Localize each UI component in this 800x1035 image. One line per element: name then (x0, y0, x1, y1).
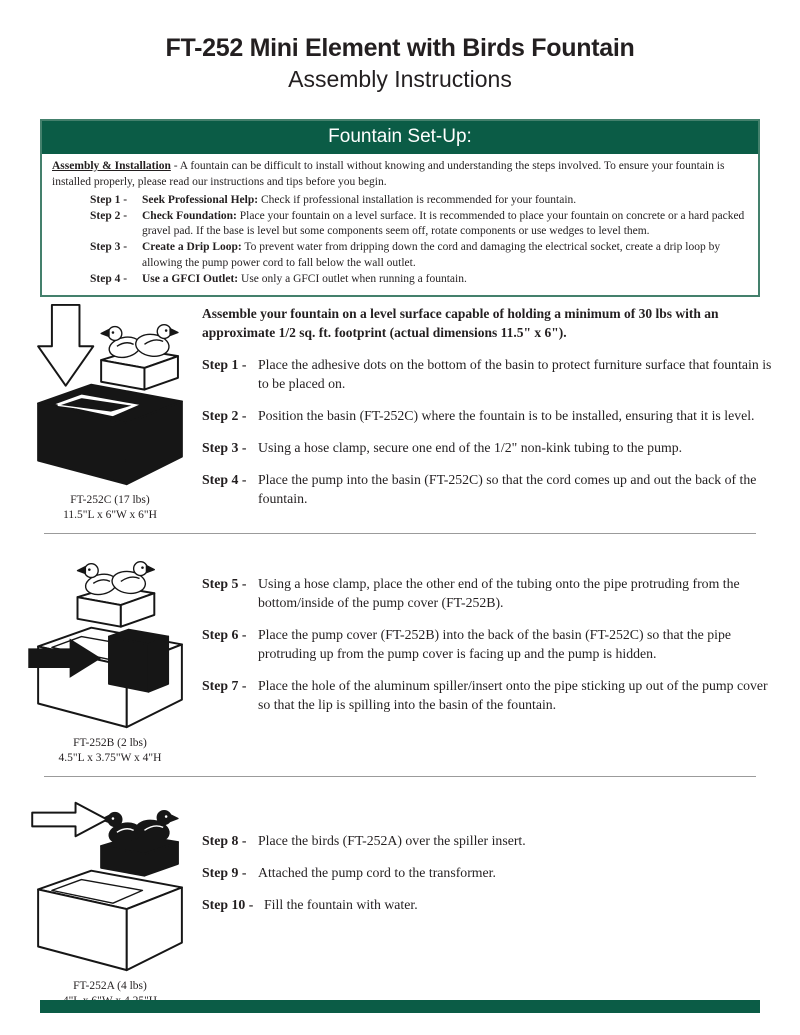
assembly-step-2 (202, 406, 772, 425)
fountain-setup-box (40, 119, 760, 297)
assembly-step-4 (202, 470, 772, 508)
setup-box-header: Fountain Set-Up: (42, 121, 758, 154)
page-title: FT-252 Mini Element with Birds Fountain (165, 34, 635, 62)
assembly-section-pump-cover (24, 544, 790, 766)
step-text: Position the basin (FT-252C) where the fountain is to be installed, ensuring that it is level. (258, 407, 755, 423)
ft-252b-illustration (26, 544, 194, 736)
ft-252b-figure (24, 544, 196, 766)
setup-step-title: Seek Professional Help: (142, 193, 259, 206)
setup-step-1 (90, 193, 748, 209)
setup-intro-text: - A fountain can be difficult to install without knowing and understanding the steps involved. To ensure your fountain is installed properly, please read our instructions and tips before you begin. (52, 160, 725, 188)
step-label: Step 4 - (202, 471, 247, 487)
assembly-step-9 (202, 863, 772, 882)
section-divider (44, 776, 756, 777)
assembly-step-7 (202, 676, 772, 714)
setup-step-title: Use a GFCI Outlet: (142, 273, 239, 286)
step-label: Step 3 - (202, 439, 247, 455)
setup-step-label: Step 4 - (90, 273, 128, 286)
setup-step-2 (90, 209, 748, 241)
pump-cover-drawing (109, 629, 168, 691)
step-text: Using a hose clamp, place the other end of the tubing onto the pipe protruding from the bottom/inside of the pump cover (FT-252B). (258, 575, 740, 610)
step-label: Step 7 - (202, 677, 247, 693)
step-label: Step 5 - (202, 575, 247, 591)
page-subtitle: Assembly Instructions (288, 66, 512, 92)
setup-steps-list (90, 193, 748, 288)
assembly-installation-label: Assembly & Installation (52, 160, 171, 172)
figure-caption (24, 736, 196, 766)
ft-252a-illustration (26, 787, 194, 979)
steps-column (196, 787, 790, 1009)
figure-caption-model: FT-252A (4 lbs) (73, 979, 147, 992)
section-intro: Assemble your fountain on a level surface capable of holding a minimum of 30 lbs with an approximate 1/2 sq. ft. footprint (actual dimensions 11.5" x 6"). (202, 305, 719, 340)
step-text: Place the adhesive dots on the bottom of the basin to protect furniture surface that fountain is to be placed on. (258, 356, 772, 391)
footer-bar (40, 1000, 760, 1013)
assembly-step-10 (202, 895, 772, 914)
setup-step-text: Place your fountain on a level surface. It is recommended to place your fountain on concrete or a hard packed gravel pad. If the base is level but some components seem off, rotate components or use wedges to level them. (142, 209, 745, 238)
setup-step-3 (90, 240, 748, 272)
step-label: Step 1 - (202, 356, 247, 372)
step-label: Step 10 - (202, 896, 254, 912)
assembly-section-basin (24, 301, 790, 523)
basin-drawing (38, 385, 182, 484)
figure-caption (24, 493, 196, 523)
ft-252a-figure (24, 787, 196, 1009)
figure-column (24, 301, 196, 523)
setup-step-label: Step 1 - (90, 193, 128, 206)
step-text: Place the birds (FT-252A) over the spiller insert. (258, 832, 526, 848)
step-text: Place the pump into the basin (FT-252C) so that the cord comes up and out the back of the fountain. (258, 471, 757, 506)
assembly-step-8 (202, 831, 772, 850)
section-divider (44, 533, 756, 534)
setup-step-label: Step 3 - (90, 241, 128, 254)
setup-intro (52, 159, 748, 191)
setup-step-title: Check Foundation: (142, 209, 237, 222)
assembly-step-5 (202, 574, 772, 612)
step-label: Step 9 - (202, 864, 247, 880)
ft-252c-illustration (26, 301, 194, 493)
figure-caption-dimensions: 11.5"L x 6"W x 6"H (63, 508, 157, 521)
figure-column (24, 544, 196, 766)
basin-drawing (38, 870, 182, 969)
step-text: Attached the pump cord to the transformer. (258, 864, 496, 880)
steps-column (196, 301, 790, 523)
assembly-step-1 (202, 355, 772, 393)
steps-column (196, 544, 790, 766)
assembly-section-birds (24, 787, 790, 1009)
figure-caption-dimensions: 4.5"L x 3.75"W x 4"H (58, 751, 162, 764)
step-text: Using a hose clamp, secure one end of the 1/2" non-kink tubing to the pump. (258, 439, 683, 455)
step-text: Place the hole of the aluminum spiller/insert onto the pipe sticking up out of the pump cover so that the lip is spilling into the basin of the fountain. (258, 677, 768, 712)
ft-252c-figure (24, 301, 196, 523)
step-label: Step 6 - (202, 626, 247, 642)
setup-step-label: Step 2 - (90, 209, 128, 222)
step-text: Place the pump cover (FT-252B) into the back of the basin (FT-252C) so that the pipe protruding up from the pump cover is facing up and the pump is hidden. (258, 626, 731, 661)
setup-step-text: Check if professional installation is recommended for your fountain. (258, 193, 577, 206)
setup-step-text: To prevent water from dripping down the cord and damaging the electrical socket, create a drip loop by allowing the pump power cord to fall below the wall outlet. (142, 241, 721, 270)
right-arrow-icon (32, 802, 107, 835)
assembly-step-3 (202, 438, 772, 457)
setup-step-title: Create a Drip Loop: (142, 241, 242, 254)
step-label: Step 2 - (202, 407, 247, 423)
step-label: Step 8 - (202, 832, 247, 848)
figure-caption-model: FT-252B (2 lbs) (73, 736, 147, 749)
setup-box-body (42, 154, 758, 295)
setup-step-4 (90, 272, 748, 288)
figure-column (24, 787, 196, 1009)
assembly-step-6 (202, 625, 772, 663)
document-header (0, 0, 800, 93)
down-arrow-icon (38, 305, 93, 386)
step-text: Fill the fountain with water. (264, 896, 418, 912)
setup-step-text: Use only a GFCI outlet when running a fountain. (238, 273, 467, 286)
figure-caption-model: FT-252C (17 lbs) (70, 493, 150, 506)
